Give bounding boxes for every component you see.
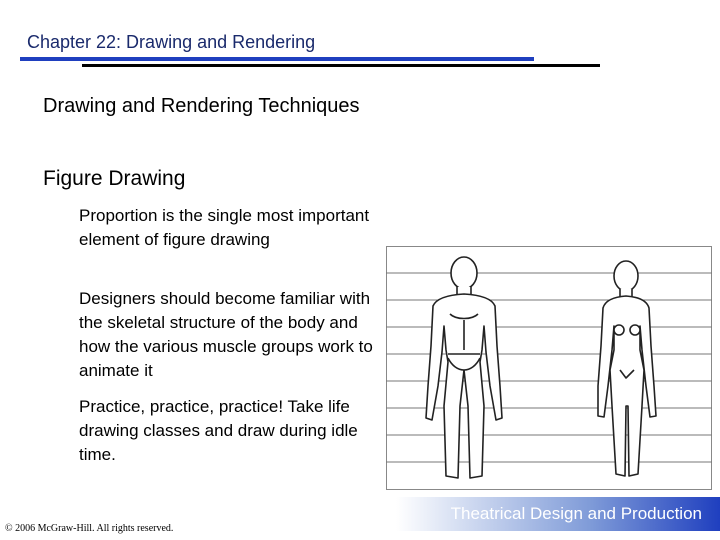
chapter-header: Chapter 22: Drawing and Rendering: [27, 32, 316, 52]
bullet-proportion: Proportion is the single most important element of figure drawing: [79, 206, 370, 249]
footer-course-title: Theatrical Design and Production: [450, 504, 702, 523]
bullet-skeletal-structure: Designers should become familiar with the skeletal structure of the body and how the various muscle groups work to animate it: [79, 289, 373, 380]
copyright-notice: © 2006 McGraw-Hill. All rights reserved.: [5, 523, 174, 534]
figure-proportion-illustration: [386, 246, 712, 490]
slide-title: Drawing and Rendering Techniques: [43, 95, 360, 117]
bullet-practice: Practice, practice, practice! Take life drawing classes and draw during idle time.: [79, 397, 358, 464]
slide-subheading: Figure Drawing: [43, 167, 186, 190]
header-rule-black: [82, 64, 600, 67]
header-rule-blue: [20, 57, 534, 61]
